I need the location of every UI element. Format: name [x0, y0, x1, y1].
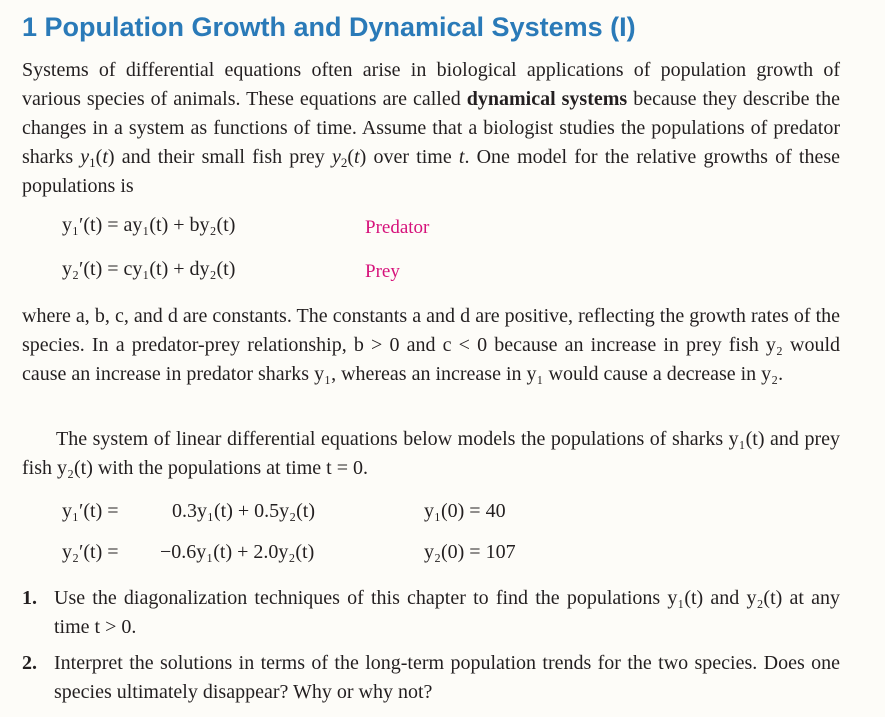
constants-paragraph: where a, b, c, and d are constants. The constants a and d are positive, reflecting the growth rates of the species. In a predator-prey relationship, b > 0 and c < 0 because an increase in prey fish y₂ would cause an increase in predator sharks y₁, whereas an increase in y₁ would cause a decrease in y₂. [22, 305, 840, 385]
equation-prey [62, 258, 235, 281]
system-eq1-rhs: 0.3y₁(t) + 0.5y₂(t) [172, 500, 315, 522]
question-2 [22, 649, 840, 707]
initial-condition-2: y₂(0) = 107 [424, 541, 516, 563]
system-eq2-rhs: −0.6y₁(t) + 2.0y₂(t) [160, 541, 315, 563]
label-prey: Prey [365, 261, 400, 282]
question-number: 1. [22, 587, 37, 609]
keyword-dynamical-systems: dynamical systems [466, 88, 628, 110]
label-predator: Predator [365, 217, 430, 238]
equation-text: y₁′(t) = ay₁(t) + by₂(t) [62, 214, 236, 236]
question-text: Use the diagonalization techniques of this chapter to find the populations y₁(t) and y₂(t) at any time t > 0. [54, 587, 840, 638]
question-text: Interpret the solutions in terms of the long-term population trends for the two species. Does one species ultimately disappear? Why or why not? [54, 652, 840, 703]
system-paragraph: The system of linear differential equations below models the populations of sharks y₁(t) and prey fish y₂(t) with the populations at time t = 0. [22, 428, 840, 479]
intro-paragraph: Systems of differential equations often arise in biological applications of population growth of various species of animals. These equations are called dynamical systems because they describe the changes in a system as functions of time. Assume that a biologist studies the populations of predator sharks $y_1(t)$ and their small fish prey $y_2(t)$ over time t. One model for the relative growths of these populations is [22, 59, 840, 197]
section-title: 1 Population Growth and Dynamical Systems (I) [22, 12, 636, 42]
equation-predator [62, 214, 235, 237]
initial-condition-1: y₁(0) = 40 [424, 500, 506, 522]
system-eq1-lhs: y₁′(t) = [62, 500, 119, 522]
system-eq2-lhs: y₂′(t) = [62, 541, 119, 563]
question-number: 2. [22, 652, 37, 674]
question-1 [22, 584, 840, 642]
equation-text: y₂′(t) = cy₁(t) + dy₂(t) [62, 258, 236, 280]
